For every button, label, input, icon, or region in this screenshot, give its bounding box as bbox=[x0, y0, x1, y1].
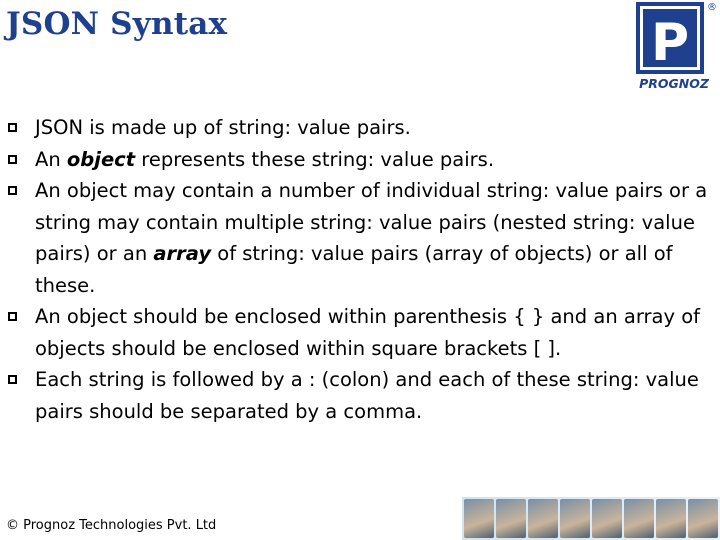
bullet-item bbox=[8, 364, 716, 427]
registered-mark: ® bbox=[707, 2, 717, 13]
bullet-text: An object may contain a number of individual string: value pairs or a string may contain multiple string: value pairs (nested string: value pairs) or an bbox=[35, 179, 708, 265]
logo-wordmark: PROGNOZ bbox=[639, 76, 709, 91]
page-title: JSON Syntax bbox=[6, 6, 228, 42]
bullet-item bbox=[8, 112, 716, 144]
bullet-list bbox=[8, 112, 716, 427]
banner-photo bbox=[624, 499, 654, 538]
banner-photo bbox=[656, 499, 686, 538]
bullet-square-icon bbox=[8, 186, 17, 195]
bullet-text: An bbox=[35, 147, 67, 171]
bullet-square-icon bbox=[8, 123, 17, 132]
banner-photo bbox=[688, 499, 718, 538]
emphasized-term: object bbox=[66, 147, 136, 171]
banner-photo bbox=[464, 499, 494, 538]
banner-photo bbox=[496, 499, 526, 538]
logo-mark: P bbox=[650, 13, 690, 73]
bullet-square-icon bbox=[8, 375, 17, 384]
emphasized-term: array bbox=[153, 242, 212, 265]
bullet-item bbox=[8, 175, 716, 301]
prognoz-logo bbox=[630, 0, 718, 92]
bullet-item bbox=[8, 144, 716, 176]
bullet-text: Each string is followed by a : (colon) and each of these string: value pairs should be separated by a comma. bbox=[35, 368, 699, 423]
bullet-text: An object should be enclosed within parenthesis { } and an array of objects should be enclosed within square brackets [ ]. bbox=[35, 305, 700, 360]
bullet-text: represents these string: value pairs. bbox=[135, 147, 495, 171]
banner-photo bbox=[560, 499, 590, 538]
banner-photo bbox=[528, 499, 558, 538]
copyright-footer: © Prognoz Technologies Pvt. Ltd bbox=[6, 518, 217, 533]
bullet-square-icon bbox=[8, 155, 17, 164]
bullet-item bbox=[8, 301, 716, 364]
bullet-text: of string: value pairs (array of objects) or all of these. bbox=[35, 242, 673, 297]
bullet-square-icon bbox=[8, 312, 17, 321]
footer-photo-banner bbox=[462, 497, 720, 540]
banner-photo bbox=[592, 499, 622, 538]
bullet-text: JSON is made up of string: value pairs. bbox=[35, 116, 411, 139]
